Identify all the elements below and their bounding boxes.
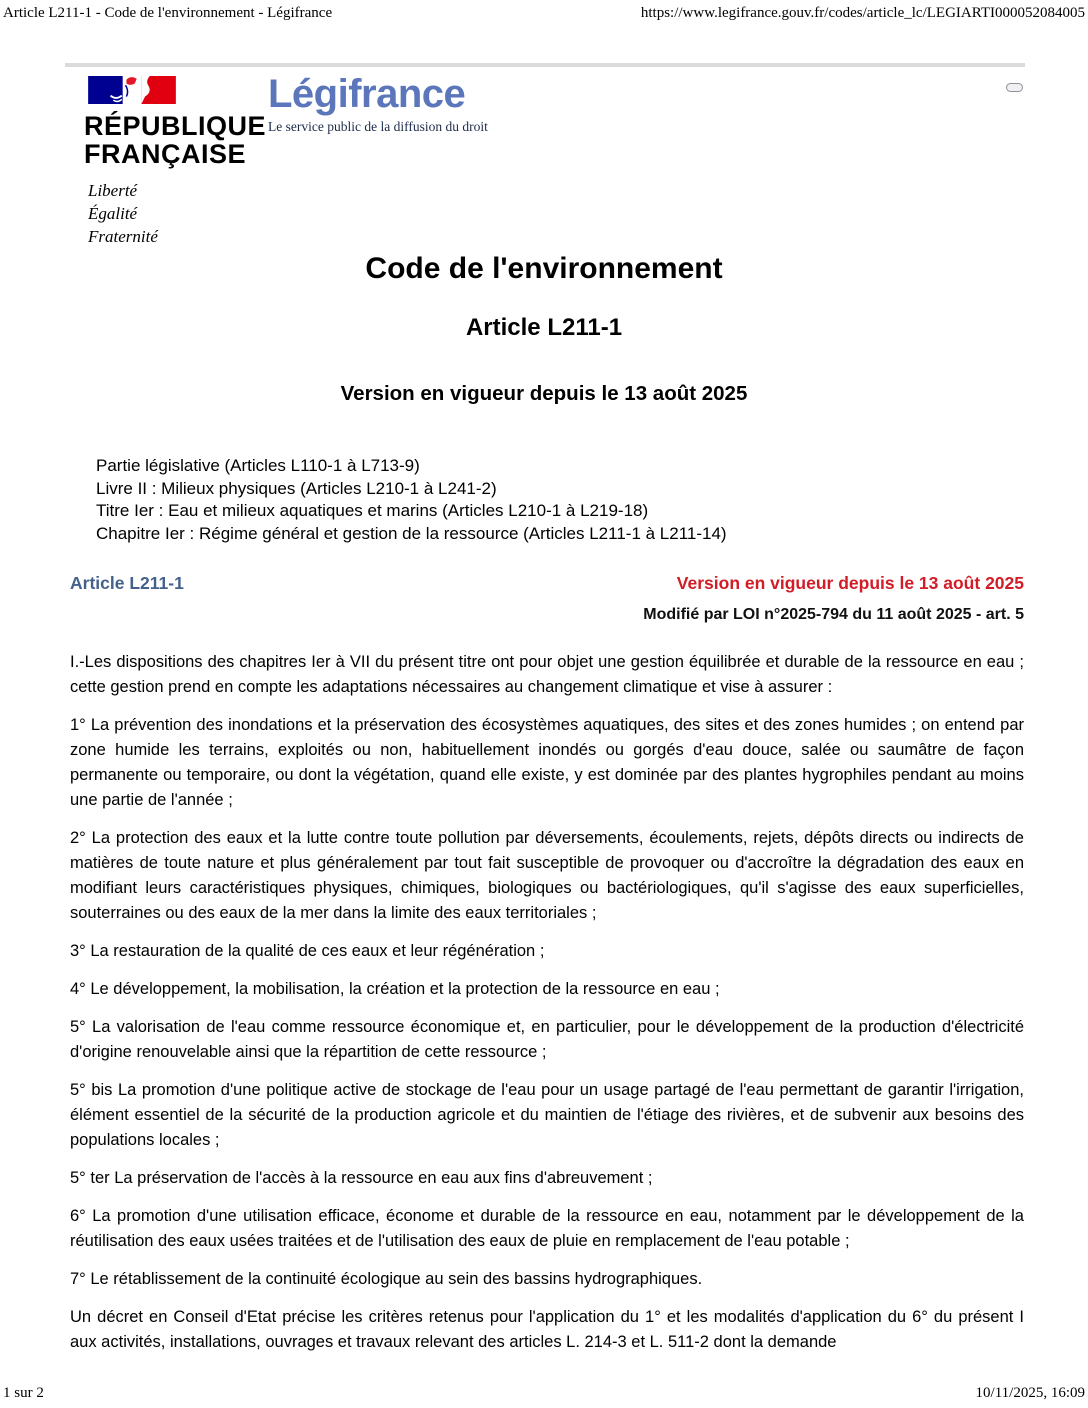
print-header bbox=[3, 5, 1085, 22]
breadcrumb-item: Titre Ier : Eau et milieux aquatiques et marins (Articles L210-1 à L219-18) bbox=[96, 501, 649, 520]
motto-line: Liberté bbox=[88, 181, 138, 200]
legifrance-tagline: Le service public de la diffusion du droit bbox=[268, 119, 488, 134]
print-footer bbox=[3, 1385, 1085, 1402]
print-header-url: https://www.legifrance.gouv.fr/codes/article_lc/LEGIARTI000052084005 bbox=[640, 5, 1085, 21]
article-title: Article L211-1 bbox=[465, 314, 623, 341]
article-body bbox=[70, 650, 1024, 1368]
header-divider bbox=[65, 63, 1025, 67]
article-paragraph: Un décret en Conseil d'Etat précise les critères retenus pour l'application du 1° et les modalités d'application du 6° du présent I aux activités, installations, ouvrages et travaux relevant des articles L. 214-3 et L. 511-2 dont la demande bbox=[70, 1308, 1024, 1351]
article-paragraph: I.-Les dispositions des chapitres Ier à VII du présent titre ont pour objet une gestion équilibrée et durable de la ressource en eau ; cette gestion prend en compte les adaptations nécessaires au changement climatique et vise à assurer : bbox=[70, 653, 1024, 696]
article-paragraph: 5° La valorisation de l'eau comme ressource économique et, en particulier, pour le développement de la production d'électricité d'origine renouvelable ainsi que la répartition de cette ressource ; bbox=[70, 1018, 1024, 1061]
article-number-label: Article L211-1 bbox=[70, 573, 184, 593]
print-header-title: Article L211-1 - Code de l'environnement - Légifrance bbox=[3, 5, 333, 21]
page-count: 1 sur 2 bbox=[3, 1385, 44, 1401]
article-paragraph: 1° La prévention des inondations et la préservation des écosystèmes aquatiques, des sites et des zones humides ; on entend par zone humide les terrains, exploités ou non, habituellement inondés ou gorgés d'eau douce, salée ou saumâtre de façon permanente ou temporaire, ou dont la végétation, quand elle existe, y est dominée par des plantes hygrophiles pendant au moins une partie de l'année ; bbox=[70, 716, 1024, 809]
pill-widget-icon bbox=[1006, 83, 1023, 92]
article-paragraph: 3° La restauration de la qualité de ces eaux et leur régénération ; bbox=[70, 942, 545, 960]
version-status-label: Version en vigueur depuis le 13 août 2025 bbox=[676, 573, 1024, 593]
article-paragraph: 6° La promotion d'une utilisation efficace, économe et durable de la ressource en eau, notamment par le développement de la réutilisation des eaux usées traitées et de l'utilisation des eaux de pluie en remplacement de l'eau potable ; bbox=[70, 1207, 1024, 1250]
modified-by-line: Modifié par LOI n°2025-794 du 11 août 2025 - art. 5 bbox=[643, 606, 1024, 623]
article-header bbox=[70, 573, 1024, 594]
marianne-flag-icon bbox=[86, 76, 178, 104]
republique-line: RÉPUBLIQUE bbox=[84, 111, 267, 141]
republique-francaise-wordmark bbox=[84, 112, 266, 168]
code-title: Code de l'environnement bbox=[365, 252, 723, 285]
breadcrumb bbox=[96, 455, 1024, 545]
breadcrumb-item: Partie législative (Articles L110-1 à L713-9) bbox=[96, 456, 420, 475]
article-paragraph: 4° Le développement, la mobilisation, la création et la protection de la ressource en eau ; bbox=[70, 980, 720, 998]
print-datetime: 10/11/2025, 16:09 bbox=[975, 1385, 1085, 1401]
article-paragraph: 2° La protection des eaux et la lutte contre toute pollution par déversements, écoulements, rejets, dépôts directs ou indirects de matières de toute nature et plus généralement par tout fait susceptible de provoquer ou d'accroître la dégradation des eaux en modifiant leurs caractéristiques physiques, chimiques, biologiques ou bactériologiques, qu'il s'agisse des eaux superficielles, souterraines ou des eaux de la mer dans la limite des eaux territoriales ; bbox=[70, 829, 1024, 922]
republique-francaise-logo bbox=[84, 76, 266, 248]
motto bbox=[88, 179, 266, 248]
legifrance-wordmark: Légifrance bbox=[268, 72, 466, 116]
legifrance-brand bbox=[268, 72, 488, 135]
breadcrumb-item: Chapitre Ier : Régime général et gestion de la ressource (Articles L211-1 à L211-14) bbox=[96, 523, 727, 543]
version-title: Version en vigueur depuis le 13 août 2025 bbox=[340, 382, 748, 405]
francaise-line: FRANÇAISE bbox=[84, 139, 247, 169]
breadcrumb-item: Livre II : Milieux physiques (Articles L210-1 à L241-2) bbox=[96, 478, 497, 498]
article-paragraph: 5° ter La préservation de l'accès à la ressource en eau aux fins d'abreuvement ; bbox=[70, 1169, 653, 1187]
article-paragraph: 7° Le rétablissement de la continuité écologique au sein des bassins hydrographiques. bbox=[70, 1270, 703, 1288]
article-paragraph: 5° bis La promotion d'une politique active de stockage de l'eau pour un usage partagé de l'eau permettant de garantir l'irrigation, élément essentiel de la sécurité de la production agricole et du maintien de l'étiage des rivières, et de subvenir aux besoins des populations locales ; bbox=[70, 1081, 1024, 1149]
motto-line: Égalité bbox=[88, 204, 138, 223]
motto-line: Fraternité bbox=[88, 227, 158, 246]
